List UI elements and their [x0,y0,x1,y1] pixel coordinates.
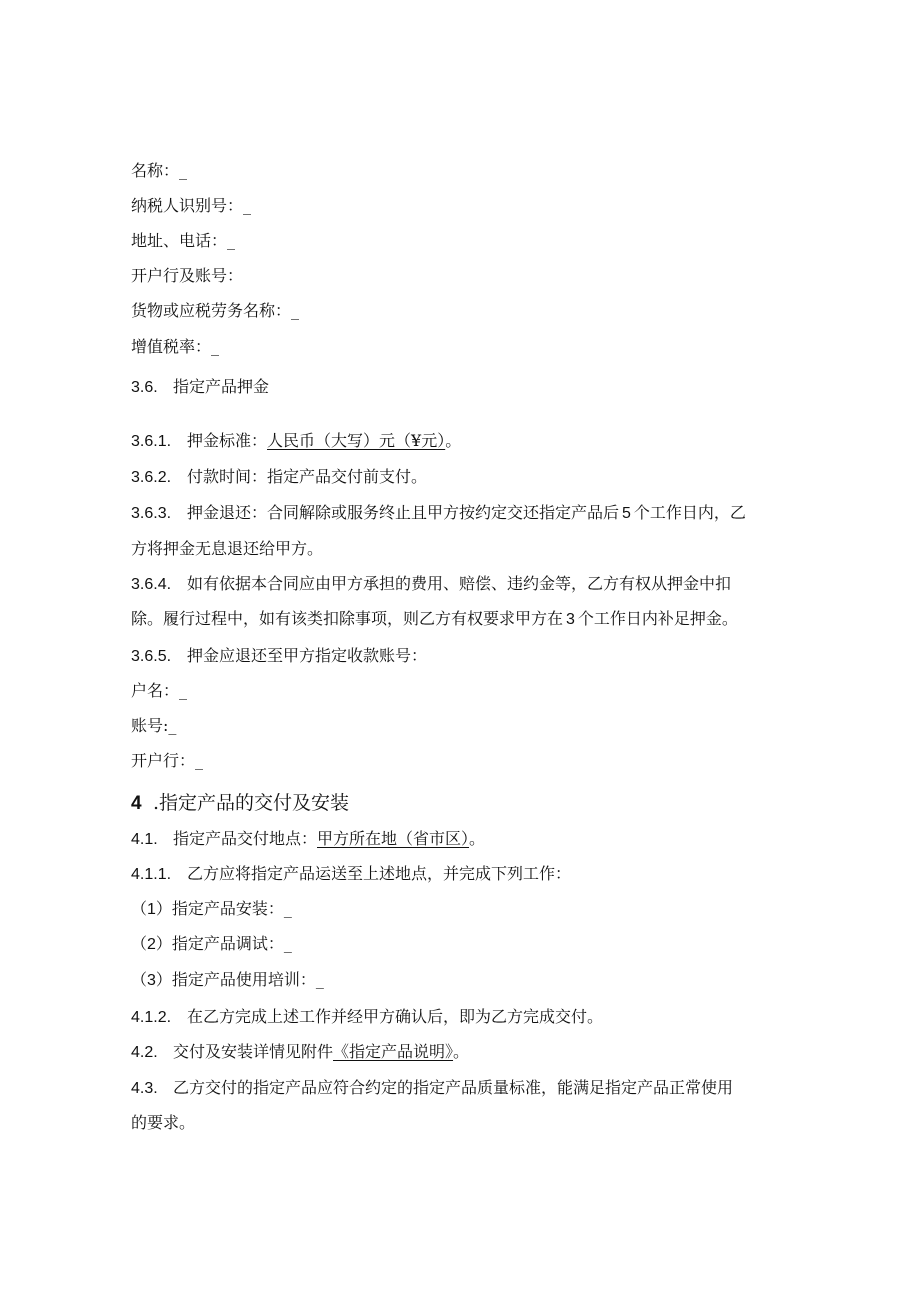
clause-4-1 [131,829,485,850]
item-open-paren: （ [131,934,148,953]
section-4-heading [131,791,349,816]
account-bank-field: 开户行：_ [131,751,204,770]
item-open-paren: （ [131,899,148,918]
clause-3-6-1 [131,431,461,452]
clause-3-6-4-continued [131,609,738,630]
invoice-bank-account-field: 开户行及账号： [131,266,244,285]
clause-number: 3.6.4. [131,576,172,593]
clause-4-1-1 [131,864,571,885]
clause-number: 3.6.1. [131,433,172,450]
clause-3-6-4 [131,574,731,595]
clause-prefix: 押金标准： [187,431,268,450]
clause-number: 4.3. [131,1080,158,1097]
item-open-paren: （ [131,970,148,989]
clause-4-2 [131,1042,469,1063]
work-item-install [131,899,292,920]
clause-number: 3.6.2. [131,469,172,486]
clause-days: 3 [566,611,575,628]
work-item-training [131,970,324,991]
clause-text-continued: 个工作日内补足押金。 [577,609,738,628]
clause-number: 3.6.3. [131,505,172,522]
section-3-6-heading [131,377,269,398]
invoice-address-phone-field: 地址、电话：_ [131,231,236,250]
clause-3-6-5 [131,646,427,667]
clause-number: 4.1.2. [131,1009,172,1026]
invoice-goods-name-field: 货物或应税劳务名称：_ [131,301,300,320]
clause-text: 如有依据本合同应由甲方承担的费用、赔偿、违约金等，乙方有权从押金中扣 [187,574,732,593]
clause-text-continued: 个工作日内，乙 [633,503,746,522]
invoice-taxpayer-id-field: 纳税人识别号：_ [131,196,252,215]
clause-text: 乙方应将指定产品运送至上述地点，并完成下列工作： [187,864,572,883]
clause-suffix: 。 [453,1042,470,1061]
clause-text: 除。履行过程中，如有该类扣除事项，则乙方有权要求甲方在 [131,609,564,628]
clause-days: 5 [622,505,631,522]
invoice-name-field: 名称：_ [131,161,188,180]
clause-number: 4.1. [131,831,158,848]
clause-number: 3.6.5. [131,648,172,665]
clause-text: 付款时间：指定产品交付前支付。 [187,467,428,486]
attachment-title-link: 《指定产品说明》 [333,1042,454,1061]
clause-number: 4.2. [131,1044,158,1061]
delivery-location-blank: 甲方所在地（省市区） [317,829,470,848]
item-text: ）指定产品使用培训：_ [155,970,324,989]
clause-text: 乙方交付的指定产品应符合约定的指定产品质量标准，能满足指定产品正常使用 [173,1078,734,1097]
item-number: 1 [147,901,156,918]
clause-text: 在乙方完成上述工作并经甲方确认后，即为乙方完成交付。 [187,1007,604,1026]
clause-4-3 [131,1078,733,1099]
work-item-debug [131,934,292,955]
deposit-amount-blank: 人民币（大写）元（¥元） [267,431,446,450]
clause-4-3-continued: 的要求。 [131,1113,196,1132]
clause-prefix: 交付及安装详情见附件 [173,1042,334,1061]
item-number: 3 [147,972,156,989]
clause-4-1-2 [131,1007,603,1028]
account-name-field: 户名：_ [131,681,188,700]
clause-suffix: 。 [445,431,462,450]
item-text: ）指定产品调试：_ [155,934,292,953]
clause-3-6-3 [131,503,746,524]
clause-text: 押金应退还至甲方指定收款账号： [187,646,428,665]
item-text: ）指定产品安装：_ [155,899,292,918]
section-number: 3.6. [131,379,158,396]
clause-suffix: 。 [469,829,486,848]
clause-3-6-2 [131,467,427,488]
clause-number: 4.1.1. [131,866,172,883]
section-number: 4 [131,793,142,814]
account-number-field: 账号:_ [131,716,177,735]
section-title: 指定产品押金 [173,377,270,396]
invoice-vat-rate-field: 增值税率：_ [131,337,220,356]
clause-text: 押金退还：合同解除或服务终止且甲方按约定交还指定产品后 [187,503,620,522]
item-number: 2 [147,936,156,953]
clause-prefix: 指定产品交付地点： [173,829,318,848]
clause-3-6-3-continued: 方将押金无息退还给甲方。 [131,539,324,558]
section-title: .指定产品的交付及安装 [153,792,350,814]
